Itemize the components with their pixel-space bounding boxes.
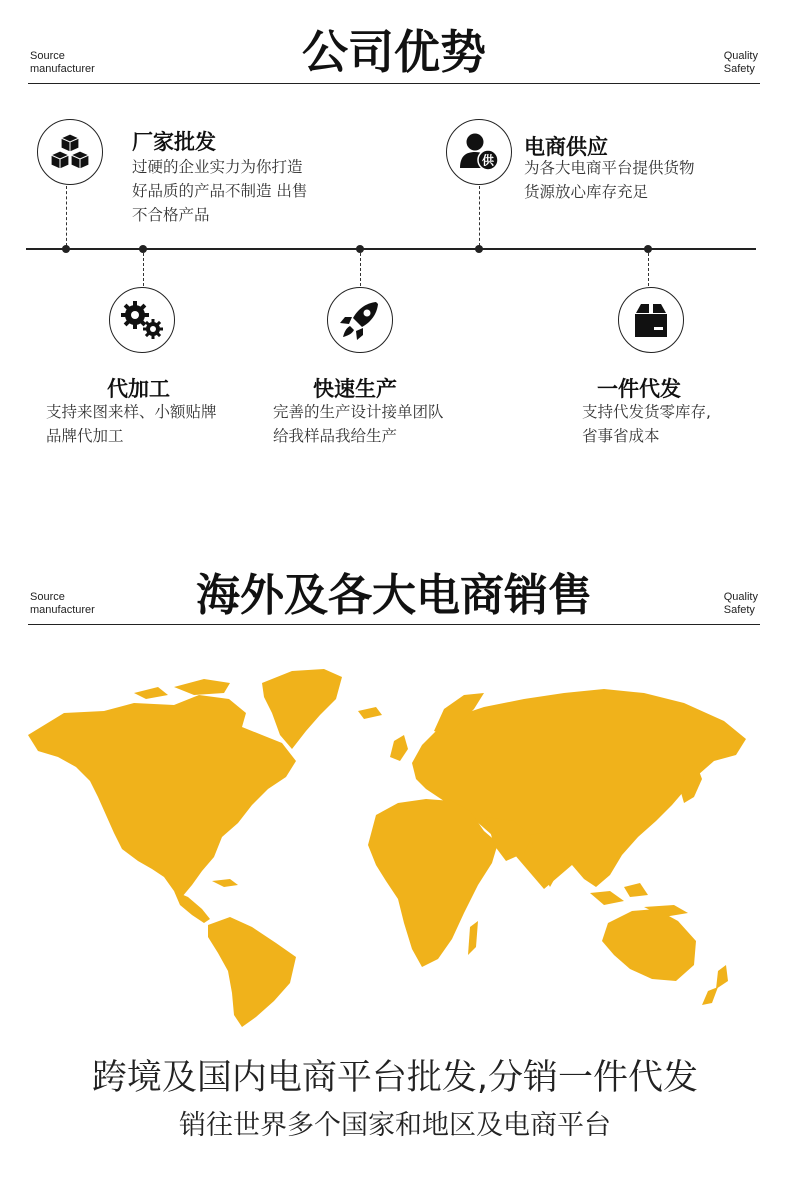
feature-icon-circle-oem <box>109 287 175 353</box>
cubes-icon <box>48 132 92 172</box>
timeline-dot <box>644 245 652 253</box>
feature-desc-dropship: 支持代发货零库存, 省事省成本 <box>582 403 711 445</box>
section-title-sales: 海外及各大电商销售 <box>196 570 592 621</box>
feature-title-fast: 快速生产 <box>313 377 397 401</box>
gears-icon <box>118 299 166 341</box>
world-map <box>24 665 750 1030</box>
connector-dropship <box>648 253 649 286</box>
quality-safety-label: Quality Safety <box>723 591 758 616</box>
header-rule <box>28 83 760 85</box>
feature-title-oem: 代加工 <box>107 377 170 401</box>
tagline-primary: 跨境及国内电商平台批发,分销一件代发 <box>91 1058 699 1098</box>
supply-badge-char: 供 <box>481 153 495 168</box>
feature-icon-circle-ecommerce <box>446 119 512 185</box>
header-rule <box>28 624 760 626</box>
supplier-person-icon <box>457 130 501 174</box>
tagline-secondary: 销往世界多个国家和地区及电商平台 <box>179 1110 611 1141</box>
timeline-dot <box>356 245 364 253</box>
feature-icon-circle-wholesale <box>37 119 103 185</box>
connector-wholesale <box>66 186 67 246</box>
timeline-dot <box>62 245 70 253</box>
source-manufacturer-label: Source manufacturer <box>30 591 95 616</box>
feature-desc-ecommerce: 为各大电商平台提供货物 货源放心库存充足 <box>524 159 695 201</box>
connector-oem <box>143 253 144 286</box>
feature-title-dropship: 一件代发 <box>597 377 681 401</box>
timeline-dot <box>475 245 483 253</box>
section-header-advantages <box>28 24 760 84</box>
rocket-icon <box>338 298 382 342</box>
connector-fast <box>360 253 361 286</box>
feature-title-ecommerce: 电商供应 <box>524 135 608 159</box>
source-manufacturer-label: Source manufacturer <box>30 50 95 75</box>
connector-ecommerce <box>479 186 480 246</box>
feature-icon-circle-fast <box>327 287 393 353</box>
section-header-sales <box>28 565 760 625</box>
feature-desc-wholesale: 过硬的企业实力为你打造 好品质的产品不制造 出售 不合格产品 <box>132 158 308 224</box>
feature-desc-oem: 支持来图来样、小额贴牌 品牌代加工 <box>46 403 217 445</box>
feature-desc-fast: 完善的生产设计接单团队 给我样品我给生产 <box>273 403 444 445</box>
feature-icon-circle-dropship <box>618 287 684 353</box>
timeline-dot <box>139 245 147 253</box>
box-icon <box>631 300 671 340</box>
quality-safety-label: Quality Safety <box>723 50 758 75</box>
section-title-advantages: 公司优势 <box>302 25 486 79</box>
feature-title-wholesale: 厂家批发 <box>132 130 216 154</box>
